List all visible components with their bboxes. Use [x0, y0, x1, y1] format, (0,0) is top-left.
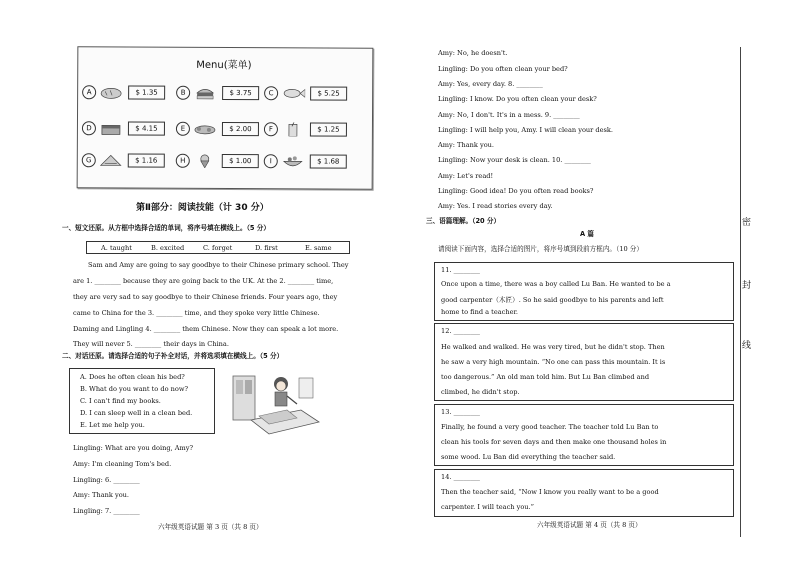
word-option: E. same [305, 244, 332, 252]
dialog-line: Amy: Yes. I read stories every day. [438, 202, 553, 210]
dialog-line: Amy: Thank you. [438, 141, 495, 149]
menu-item-letter: G [82, 153, 96, 167]
dialog-line: Lingling: I know. Do you often clean your desk? [438, 95, 597, 103]
sandwich-icon [99, 152, 123, 171]
chicken-icon [193, 121, 217, 140]
instruction: 请阅读下面内容，选择合适的图片，将序号填到段前方框内。（10 分） [438, 245, 643, 253]
paragraph-line: some wood. Lu Ban did everything the teacher said. [441, 453, 616, 461]
paragraph-line: Once upon a time, there was a boy called Lu Ban. He wanted to be a [441, 280, 671, 288]
word-option: D. first [255, 244, 278, 252]
menu-item-price: $ 5.25 [310, 86, 347, 100]
paragraph-line: He walked and walked. He was very tired, but he didn't stop. Then [441, 343, 665, 351]
footer-right: 六年级英语试题 第 4 页（共 8 页） [537, 521, 642, 529]
dialog-line: Lingling: Good idea! Do you often read books? [438, 187, 594, 195]
menu-item-price: $ 1.35 [128, 85, 165, 99]
sentence-option: E. Let me help you. [80, 421, 145, 429]
salad-icon [281, 153, 305, 172]
word-option: C. forget [203, 244, 233, 252]
menu-item-letter: H [176, 154, 190, 168]
passage-a-title: A 篇 [580, 230, 594, 238]
menu-item-price: $ 1.16 [128, 153, 165, 167]
answer-blank[interactable]: 13. ________ [441, 408, 480, 416]
passage-line: they are very sad to say goodbye to their Chinese friends. Four years ago, they [73, 293, 338, 301]
footer-left: 六年级英语试题 第 3 页（共 8 页） [158, 523, 263, 531]
section3-heading: 三、语篇理解。（20 分） [426, 217, 501, 225]
paragraph-line: Finally, he found a very good teacher. The teacher told Lu Ban to [441, 423, 659, 431]
menu-item-letter: E [176, 122, 190, 136]
word-option: B. excited [151, 244, 185, 252]
section2-heading: 二、对话还原。请选择合适的句子补全对话，并将选项填在横线上。（5 分） [62, 352, 284, 360]
paragraph-line: good carpenter（木匠）. So he said goodbye to his parents and left [441, 296, 664, 304]
dialog-line: Amy: Yes, every day. 8. ________ [438, 80, 543, 88]
menu-item-letter: C [264, 86, 278, 100]
menu-title: Menu(菜单) [196, 59, 252, 72]
seal-line [740, 47, 741, 537]
paragraph-box [434, 404, 734, 466]
menu-item-price: $ 3.75 [222, 86, 259, 100]
seal-char: 密 [742, 215, 751, 228]
passage-line: Daming and Lingling 4. ________ them Chinese. Now they can speak a lot more. [73, 325, 339, 333]
sentence-option: B. What do you want to do now? [80, 385, 189, 393]
passage-line: are 1. ________ because they are going back to the UK. At the 2. ________ time, [73, 277, 334, 285]
paragraph-line: clean his tools for seven days and then make one thousand holes in [441, 438, 667, 446]
dialog-line: Lingling: Do you often clean your bed? [438, 65, 568, 73]
passage-line: They will never 5. ________ their days in China. [73, 340, 229, 348]
menu-card [77, 46, 374, 190]
cleaning-bed-illustration [231, 370, 321, 436]
answer-blank[interactable]: 11. ________ [441, 266, 480, 274]
menu-item-price: $ 2.00 [222, 122, 259, 136]
menu-item-price: $ 4.15 [128, 121, 165, 135]
word-options-box [86, 241, 350, 254]
paragraph-box [434, 469, 734, 517]
sentence-option: A. Does he often clean his bed? [80, 373, 185, 381]
menu-item-letter: D [82, 121, 96, 135]
hamburger-icon [193, 85, 217, 104]
drink-icon [281, 121, 305, 140]
dialog-line: Lingling: What are you doing, Amy? [73, 444, 194, 452]
dialog-line: Lingling: I will help you, Amy. I will clean your desk. [438, 126, 614, 134]
menu-item-price: $ 1.00 [222, 154, 259, 168]
dialog-line: Lingling: 6. ________ [73, 476, 140, 484]
menu-item-letter: B [176, 86, 190, 100]
seal-char: 封 [742, 278, 751, 291]
dialog-line: Amy: Thank you. [73, 491, 130, 499]
passage-line: came to China for the 3. ________ time, and they spoke very little Chinese. [73, 309, 320, 317]
sentence-option: C. I can't find my books. [80, 397, 161, 405]
menu-item-letter: A [82, 85, 96, 99]
part-title: 第Ⅱ部分：阅读技能（计 30 分） [136, 203, 269, 213]
paragraph-line: carpenter. I will teach you.” [441, 503, 535, 511]
passage-line: Sam and Amy are going to say goodbye to their Chinese primary school. They [88, 261, 349, 269]
menu-item-letter: F [264, 122, 278, 136]
menu-item-price: $ 1.68 [310, 154, 347, 168]
paragraph-line: home to find a teacher. [441, 308, 519, 316]
paragraph-line: too dangerous.” An old man told him. But Lu Ban climbed and [441, 373, 650, 381]
menu-item-letter: I [264, 154, 278, 168]
dialog-line: Amy: I'm cleaning Tom's bed. [73, 460, 172, 468]
section1-heading: 一、短文还原。从方框中选择合适的单词，将序号填在横线上。（5 分） [62, 224, 270, 232]
dialog-line: Amy: No, I don't. It's in a mess. 9. ________ [438, 111, 580, 119]
bread-icon [99, 84, 123, 103]
paragraph-box [434, 323, 734, 401]
fish-icon [281, 85, 305, 104]
paragraph-line: he saw a very high mountain. “No one can pass this mountain. It is [441, 358, 666, 366]
sentence-options-box [69, 368, 215, 434]
paragraph-line: climbed, he didn't stop. [441, 388, 520, 396]
sentence-option: D. I can sleep well in a clean bed. [80, 409, 193, 417]
dialog-line: Amy: Let's read! [438, 172, 494, 180]
word-option: A. taught [101, 244, 132, 252]
answer-blank[interactable]: 14. ________ [441, 473, 480, 481]
seal-char: 线 [742, 338, 751, 351]
icecream-icon [193, 153, 217, 172]
dialog-line: Amy: No, he doesn't. [438, 49, 508, 57]
dialog-line: Lingling: Now your desk is clean. 10. ________ [438, 156, 591, 164]
answer-blank[interactable]: 12. ________ [441, 327, 480, 335]
menu-item-price: $ 1.25 [310, 122, 347, 136]
dialog-line: Lingling: 7. ________ [73, 507, 140, 515]
cake-icon [99, 120, 123, 139]
paragraph-line: Then the teacher said, “Now I know you really want to be a good [441, 488, 659, 496]
paragraph-box [434, 262, 734, 321]
